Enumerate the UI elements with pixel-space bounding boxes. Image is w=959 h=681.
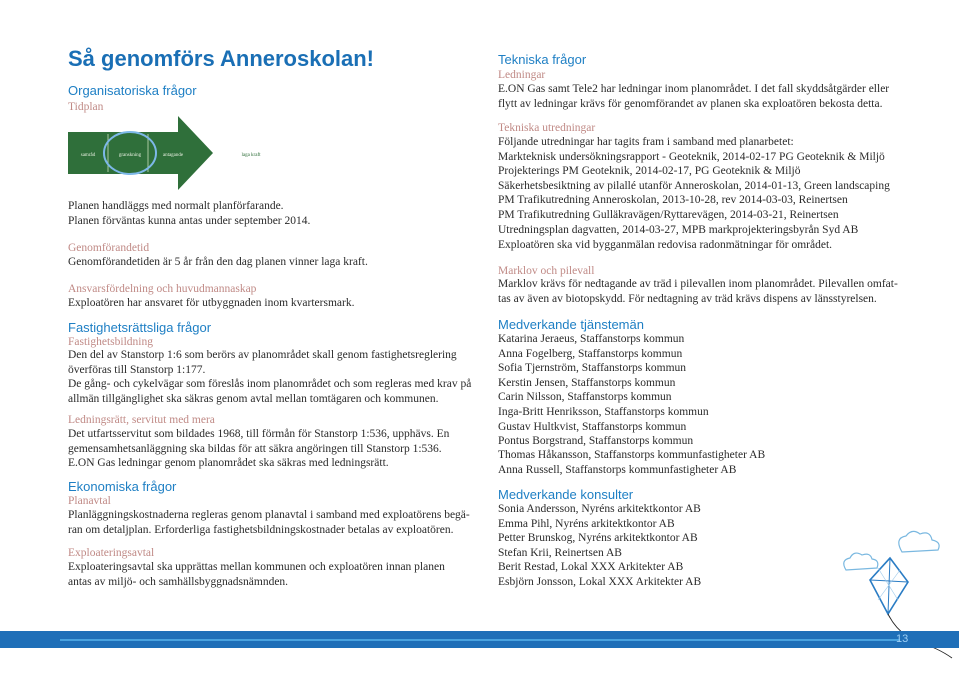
list-item: Carin Nilsson, Staffanstorps kommun [498, 391, 672, 404]
subheading-tekniska-utredningar: Tekniska utredningar [498, 122, 596, 134]
section-heading-konsulter: Medverkande konsulter [498, 487, 634, 502]
section-heading-tjansteman: Medverkande tjänstemän [498, 317, 644, 332]
tidplan-text: Planen handläggs med normalt planförfarande. Planen förväntas kunna antas under september 2014. [68, 200, 311, 227]
fastighetsbildning-text: Den del av Stanstorp 1:6 som berörs av planområdet skall genom fastighetsreglering överföras till Stanstorp 1:177. De gång- och cykelvägar som föreslås inom planområdet och som regleras med krav på allmän tillgänglighet ska säkras genom avtal mellan tomtägaren och kommunen. [68, 349, 472, 405]
radon-text: Exploatören ska vid bygganmälan redovisa radonmätningar för området. [498, 239, 833, 251]
list-item: Katarina Jeraeus, Staffanstorps kommun [498, 333, 685, 345]
subheading-genomforandetid: Genomförandetid [68, 242, 150, 254]
genomforandetid-text: Genomförandetiden är 5 år från den dag planen vinner laga kraft. [68, 256, 368, 268]
diagram-step-laga-kraft: laga kraft [241, 153, 261, 158]
cloud-icon [844, 553, 878, 570]
list-item: Stefan Krii, Reinertsen AB [498, 546, 622, 559]
section-heading-fastighet: Fastighetsrättsliga frågor [68, 320, 212, 335]
subheading-ledningar: Ledningar [498, 69, 546, 81]
utredningar-text: Följande utredningar har tagits fram i samband med planarbetet: Markteknisk undersökningsrapport - Geoteknik, 2014-02-17 PG Geoteknik & Miljö Projekterings PM Geoteknik, 2014-02-17, PG Geoteknik & Miljö Säkerhetsbesiktning av pilallé utanför Anneroskolan, 2014-01-13, Green landscaping PM Trafikutredning Anneroskolan, 2013-10-28, rev 2014-03-03, Reinertsen PM Trafikutredning Gulläkravägen/Ryttarevägen, 2014-03-21, Reinertsen Utredningsplan dagvatten, 2014-03-27, MPB markprojekteringsbyrån Syd AB [498, 136, 890, 236]
subheading-planavtal: Planavtal [68, 495, 111, 507]
cloud-icon [899, 531, 939, 552]
subheading-fastighetsbildning: Fastighetsbildning [68, 336, 153, 348]
diagram-step-antagande: antagande [162, 153, 184, 158]
list-item: Pontus Borgstrand, Staffanstorps kommun [498, 435, 694, 448]
subheading-ledningsratt: Ledningsrätt, servitut med mera [68, 414, 215, 426]
subheading-exploateringsavtal: Exploateringsavtal [68, 547, 155, 559]
marklov-text: Marklov krävs för nedtagande av träd i pilevallen inom planområdet. Pilevallen omfat- tas av även av biotopskydd. För nedtagning av träd krävs dispens av länsstyrelsen. [498, 278, 898, 305]
list-item: Inga-Britt Henriksson, Staffanstorps kommun [498, 405, 709, 418]
ansvar-text: Exploatören har ansvaret för utbyggnaden inom kvartersmark. [68, 297, 355, 309]
page-title: Så genomförs Anneroskolan! [68, 46, 375, 71]
list-item: Kerstin Jensen, Staffanstorps kommun [498, 376, 676, 389]
list-item: Petter Brunskog, Nyréns arkitektkontor AB [498, 532, 698, 545]
ledningsratt-text: Det utfartsservitut som bildades 1968, till förmån för Stanstorp 1:536, upphävs. En gemensamhetsanläggning ska bildas för att säkra angöringen till Stanstorp 1:536. E.ON Gas ledningar genom planområdet ska säkras med ledningsrätt. [68, 428, 450, 470]
list-item: Gustav Hultkvist, Staffanstorps kommun [498, 420, 687, 433]
diagram-step-granskning: granskning [118, 153, 142, 158]
list-item: Anna Russell, Staffanstorps kommunfastigheter AB [498, 463, 737, 476]
section-heading-tekniska: Tekniska frågor [498, 52, 587, 67]
tidplan-diagram [68, 116, 298, 190]
list-item: Anna Fogelberg, Staffanstorps kommun [498, 347, 683, 360]
tjansteman-list [498, 332, 928, 449]
section-heading-ekonomi: Ekonomiska frågor [68, 479, 177, 494]
diagram-step-samrad: samråd [80, 153, 96, 158]
footer-line [60, 639, 900, 641]
list-item: Emma Pihl, Nyréns arkitektkontor AB [498, 517, 675, 530]
subheading-ansvar: Ansvarsfördelning och huvudmannaskap [68, 283, 257, 295]
page-number: 13 [896, 633, 909, 645]
section-heading-organisatoriska: Organisatoriska frågor [68, 83, 197, 98]
list-item: Berit Restad, Lokal XXX Arkitekter AB [498, 561, 684, 574]
subheading-marklov: Marklov och pilevall [498, 265, 595, 277]
list-item: Sonia Andersson, Nyréns arkitektkontor AB [498, 503, 701, 515]
exploateringsavtal-text: Exploateringsavtal ska upprättas mellan kommunen och exploatören innan planen antas av miljö- och samhällsbyggnadsnämnden. [68, 561, 445, 588]
tjansteman-list-2 [498, 448, 928, 477]
subheading-tidplan: Tidplan [68, 101, 104, 113]
planavtal-text: Planläggningskostnaderna regleras genom planavtal i samband med exploatörens begä- ran om detaljplan. Erforderliga fastighetsbildningskostnader betalas av exploatören. [68, 509, 470, 536]
ledningar-text: E.ON Gas samt Tele2 har ledningar inom planområdet. I det fall skyddsåtgärder eller flytt av ledningar krävs för genomförandet av planen ska exploatören bekosta detta. [498, 83, 890, 110]
list-item: Thomas Håkansson, Staffanstorps kommunfastigheter AB [498, 449, 766, 461]
list-item: Sofia Tjernström, Staffanstorps kommun [498, 362, 687, 375]
list-item: Esbjörn Jonsson, Lokal XXX Arkitekter AB [498, 575, 702, 588]
